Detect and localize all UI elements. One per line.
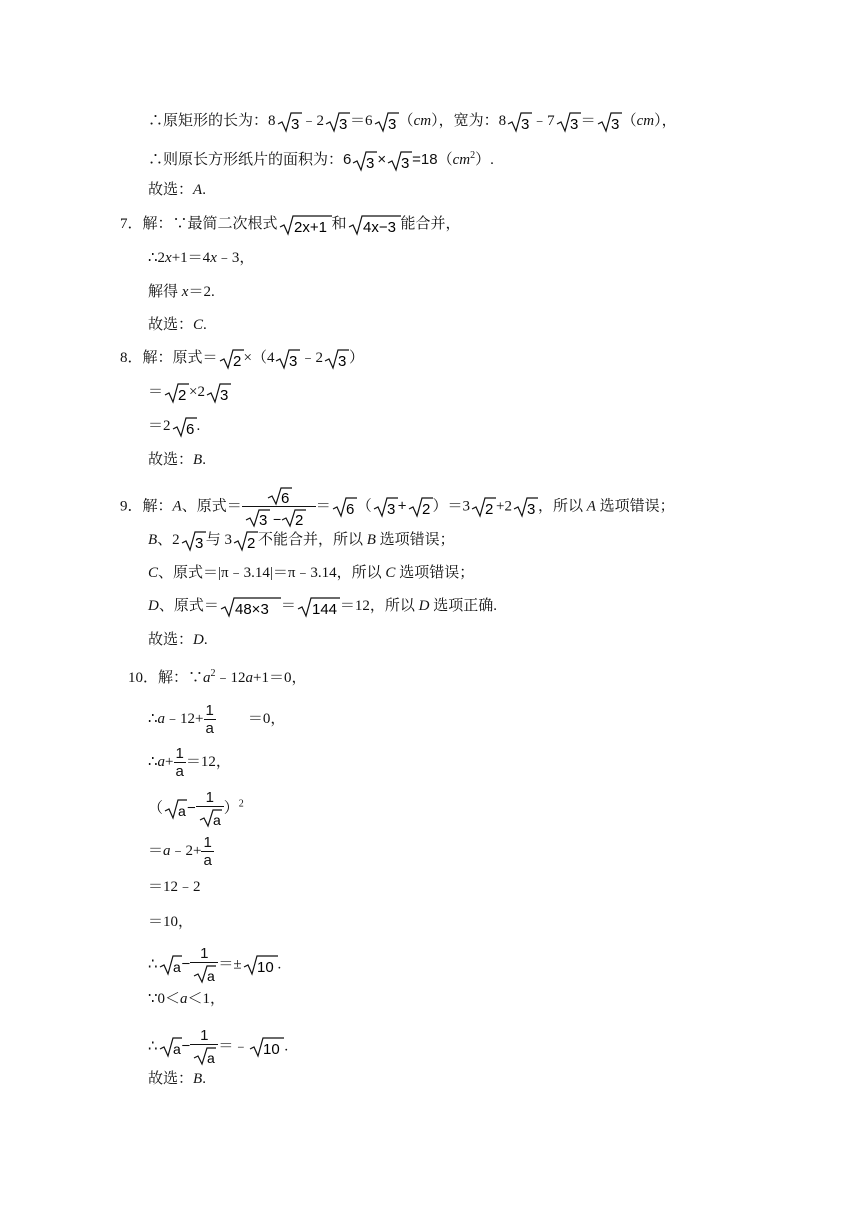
sqrt: [180, 530, 206, 552]
option-letter: C: [148, 565, 159, 581]
text: ＝10，: [148, 914, 194, 930]
text: 故选：: [148, 632, 194, 648]
svg-text:3: 3: [290, 115, 299, 133]
text: 和: [331, 216, 347, 232]
sqrt: [242, 954, 278, 976]
sqrt: [506, 111, 532, 133]
text: .: [202, 182, 206, 198]
sqrt: [248, 1036, 284, 1058]
text: ﹣2+: [170, 843, 202, 860]
fraction: $\frac{1}{a}$: [205, 702, 214, 737]
solution-line: [148, 562, 474, 584]
text: 、原式＝: [158, 598, 219, 614]
text: 选项正确.: [429, 598, 497, 614]
solution-line: [148, 988, 225, 1010]
text: ×（4: [243, 350, 275, 366]
solution-line: [148, 415, 200, 438]
option-letter: B: [366, 532, 376, 548]
sqrt: [324, 111, 350, 133]
text: −: [181, 1037, 191, 1055]
text: +: [165, 754, 174, 771]
svg-text:2: 2: [232, 352, 241, 370]
fraction: $\frac{1}{a}$: [190, 946, 218, 984]
svg-text:3: 3: [258, 512, 268, 528]
answer-letter: C: [193, 317, 204, 333]
svg-text:3: 3: [219, 386, 229, 404]
sqrt: [278, 214, 332, 236]
text: ＝12，所以: [339, 598, 419, 614]
text: .: [196, 418, 201, 434]
text: 故选：: [148, 317, 194, 333]
svg-text:4x−3: 4x−3: [362, 218, 396, 236]
variable: a: [203, 670, 211, 686]
sqrt: [372, 496, 398, 518]
text: 7．解：∵最简二次根式: [120, 216, 278, 232]
solution-line: [148, 911, 193, 933]
option-letter: B: [148, 532, 158, 548]
variable: a: [180, 991, 188, 1007]
text: 、原式＝|π﹣3.14|＝π﹣3.14，所以: [158, 565, 386, 581]
variable: x: [210, 250, 217, 266]
option-letter: C: [385, 565, 396, 581]
text: ＝﹣: [218, 1038, 249, 1055]
sqrt: [596, 111, 622, 133]
svg-text:a: a: [178, 802, 186, 819]
text: ＝6: [350, 113, 373, 129]
text: ﹣12+: [165, 711, 204, 728]
text: ＝2: [148, 418, 171, 434]
variable: a: [157, 754, 166, 771]
text: +1＝4: [171, 250, 211, 266]
text: 、2: [157, 532, 180, 548]
solution-line: [148, 876, 201, 898]
svg-text:3: 3: [387, 115, 396, 133]
option-letter: D: [148, 598, 159, 614]
svg-text:6: 6: [345, 501, 355, 518]
text: cm: [452, 152, 471, 168]
solution-line: [148, 247, 254, 269]
text: 不能合并，所以: [257, 532, 367, 548]
text: 10．解：∵: [128, 670, 204, 686]
sqrt: [205, 382, 231, 404]
sqrt: [158, 1036, 182, 1058]
text: 选项错误；: [375, 532, 455, 548]
text: .: [277, 956, 282, 973]
text: −: [181, 955, 191, 973]
text: ﹣12: [215, 670, 246, 686]
svg-text:3: 3: [366, 154, 375, 172]
text: ﹣3，: [216, 250, 255, 266]
text: （: [148, 800, 164, 817]
text: （: [398, 113, 414, 129]
option-letter: A: [172, 498, 182, 515]
text: +: [397, 497, 407, 515]
fraction: $\frac{1}{a}$: [196, 790, 224, 828]
superscript: 2: [210, 668, 216, 679]
sqrt: [331, 496, 357, 518]
svg-text:10: 10: [256, 958, 274, 976]
solution-line: [148, 281, 215, 303]
option-letter: A: [586, 498, 596, 515]
text: ＝0，: [247, 711, 286, 728]
text: ×2: [189, 384, 205, 400]
text: ＝12，: [185, 754, 231, 771]
svg-text:3: 3: [338, 352, 347, 370]
answer-letter: B: [193, 452, 203, 468]
text: cm: [413, 113, 432, 129]
solution-line: [148, 946, 281, 984]
svg-text:3: 3: [289, 352, 298, 370]
text: +2: [496, 498, 512, 515]
answer-line: [148, 629, 208, 651]
solution-line: [148, 790, 244, 828]
sqrt: [232, 530, 258, 552]
text: ＝: [315, 498, 331, 515]
answer-line: [148, 449, 206, 471]
svg-text:10: 10: [263, 1040, 281, 1058]
text: （: [356, 498, 372, 515]
option-letter: D: [418, 598, 430, 614]
svg-text:a: a: [172, 958, 181, 975]
variable: x: [165, 250, 172, 266]
question-9-line: [120, 486, 675, 528]
text: （: [437, 152, 453, 168]
sqrt: [276, 111, 302, 133]
text: ∴: [148, 754, 158, 771]
sqrt: [266, 486, 292, 506]
text: ），宽为：8: [431, 113, 507, 129]
variable: a: [245, 670, 254, 686]
answer-letter: A: [193, 182, 203, 198]
sqrt: [163, 798, 187, 820]
text: ∴: [148, 711, 158, 728]
text: ）: [223, 800, 239, 817]
text: 故选：: [148, 182, 194, 198]
question-7-line: [120, 213, 461, 236]
svg-text:3: 3: [610, 115, 619, 133]
text: ∴则原长方形纸片的面积为：: [148, 152, 344, 168]
sqrt: [407, 496, 433, 518]
sqrt: [171, 416, 197, 438]
text: 、原式＝: [181, 498, 242, 515]
text: 6: [343, 151, 352, 168]
variable: x: [181, 284, 189, 300]
text: ＝: [148, 384, 164, 400]
fraction: [242, 486, 316, 528]
answer-line: [148, 179, 206, 201]
svg-text:2: 2: [246, 534, 256, 552]
text: ×: [377, 151, 387, 168]
svg-text:144: 144: [311, 600, 337, 618]
text: ﹣2: [300, 350, 323, 366]
text: 故选：: [148, 1071, 194, 1087]
svg-text:3: 3: [339, 115, 348, 133]
text: 能合并，: [400, 216, 461, 232]
sqrt: [192, 1046, 216, 1066]
solution-line: [148, 381, 231, 404]
answer-line: [148, 314, 207, 336]
svg-text:3: 3: [569, 115, 578, 133]
text: ＝2.: [188, 284, 215, 300]
sqrt: [158, 954, 182, 976]
sqrt: [192, 964, 216, 984]
variable: a: [157, 711, 166, 728]
text: 与 3: [205, 532, 232, 548]
sqrt: [512, 496, 538, 518]
text: ∴原矩形的长为：8: [148, 113, 276, 129]
text: −: [187, 799, 196, 817]
svg-text:a: a: [207, 967, 216, 984]
text: ∴2: [148, 250, 166, 266]
question-10-line: [128, 663, 307, 689]
svg-text:3: 3: [526, 501, 536, 518]
svg-text:−: −: [272, 511, 281, 527]
text: ＝: [580, 113, 596, 129]
superscript: 2: [238, 798, 244, 810]
text: ﹣7: [532, 113, 555, 129]
sqrt: [351, 150, 377, 172]
solution-line: [148, 145, 494, 172]
sqrt: [218, 348, 244, 370]
sqrt: [386, 150, 412, 172]
sqrt: [244, 508, 314, 528]
text: ）.: [475, 152, 494, 168]
sqrt: [219, 596, 281, 618]
text: 选项错误；: [395, 565, 475, 581]
text: ＝: [148, 843, 164, 860]
sqrt: [296, 596, 340, 618]
svg-text:3: 3: [194, 534, 204, 552]
svg-text:6: 6: [185, 420, 194, 438]
sqrt: [323, 348, 349, 370]
text: ∵0＜: [148, 991, 181, 1007]
text: ∴: [148, 956, 158, 973]
text: .: [203, 632, 208, 648]
text: cm: [636, 113, 655, 129]
svg-text:3: 3: [386, 501, 396, 518]
svg-text:2: 2: [485, 501, 494, 518]
svg-text:a: a: [212, 811, 221, 828]
svg-text:a: a: [172, 1040, 181, 1057]
text: 解得: [148, 284, 182, 300]
answer-letter: D: [193, 632, 204, 648]
sqrt: [347, 214, 401, 236]
text: ）: [349, 350, 365, 366]
variable: a: [163, 843, 171, 860]
text: 选项错误；: [595, 498, 675, 515]
sqrt: [470, 496, 496, 518]
text: ，所以: [537, 498, 587, 515]
text: ＜1，: [187, 991, 226, 1007]
svg-text:2: 2: [178, 386, 187, 404]
svg-text:3: 3: [521, 115, 530, 133]
text: ），: [654, 113, 677, 129]
solution-line: [148, 835, 214, 869]
svg-text:3: 3: [401, 154, 410, 172]
text: ＝: [280, 598, 296, 614]
text: ）＝3: [432, 498, 471, 515]
fraction: $\frac{1}{a}$: [175, 745, 184, 780]
sqrt: [274, 348, 300, 370]
solution-line: [148, 703, 285, 737]
svg-text:2: 2: [294, 512, 304, 528]
svg-text:a: a: [207, 1049, 216, 1066]
sqrt: [373, 111, 399, 133]
text: 故选：: [148, 452, 194, 468]
text: .: [284, 1038, 289, 1055]
sqrt: [198, 808, 222, 828]
text: （: [621, 113, 637, 129]
text: 8．解：原式＝: [120, 350, 218, 366]
text: .: [203, 317, 207, 333]
solution-line: [148, 746, 231, 780]
superscript: 2: [470, 150, 476, 161]
svg-text:2: 2: [421, 501, 430, 518]
solution-line: [148, 529, 455, 552]
svg-text:2x+1: 2x+1: [293, 218, 327, 236]
answer-line: [148, 1068, 206, 1090]
solution-line: [148, 110, 677, 133]
text: 9．解：: [120, 498, 173, 515]
sqrt: [555, 111, 581, 133]
answer-letter: B: [193, 1071, 203, 1087]
text: ＝12﹣2: [148, 879, 201, 895]
text: =18: [412, 151, 438, 168]
text: ﹣2: [301, 113, 325, 129]
text: ＝±: [218, 956, 242, 973]
text: .: [202, 1071, 206, 1087]
svg-text:48×3: 48×3: [234, 600, 269, 618]
text: +1＝0，: [253, 670, 307, 686]
sqrt: [163, 382, 189, 404]
fraction: $\frac{1}{a}$: [190, 1028, 218, 1066]
solution-line: [148, 1028, 288, 1066]
svg-text:6: 6: [280, 490, 290, 506]
solution-line: [148, 595, 497, 618]
text: .: [202, 452, 206, 468]
question-8-line: [120, 347, 364, 370]
text: ∴: [148, 1038, 158, 1055]
fraction: $\frac{1}{a}$: [203, 834, 212, 869]
